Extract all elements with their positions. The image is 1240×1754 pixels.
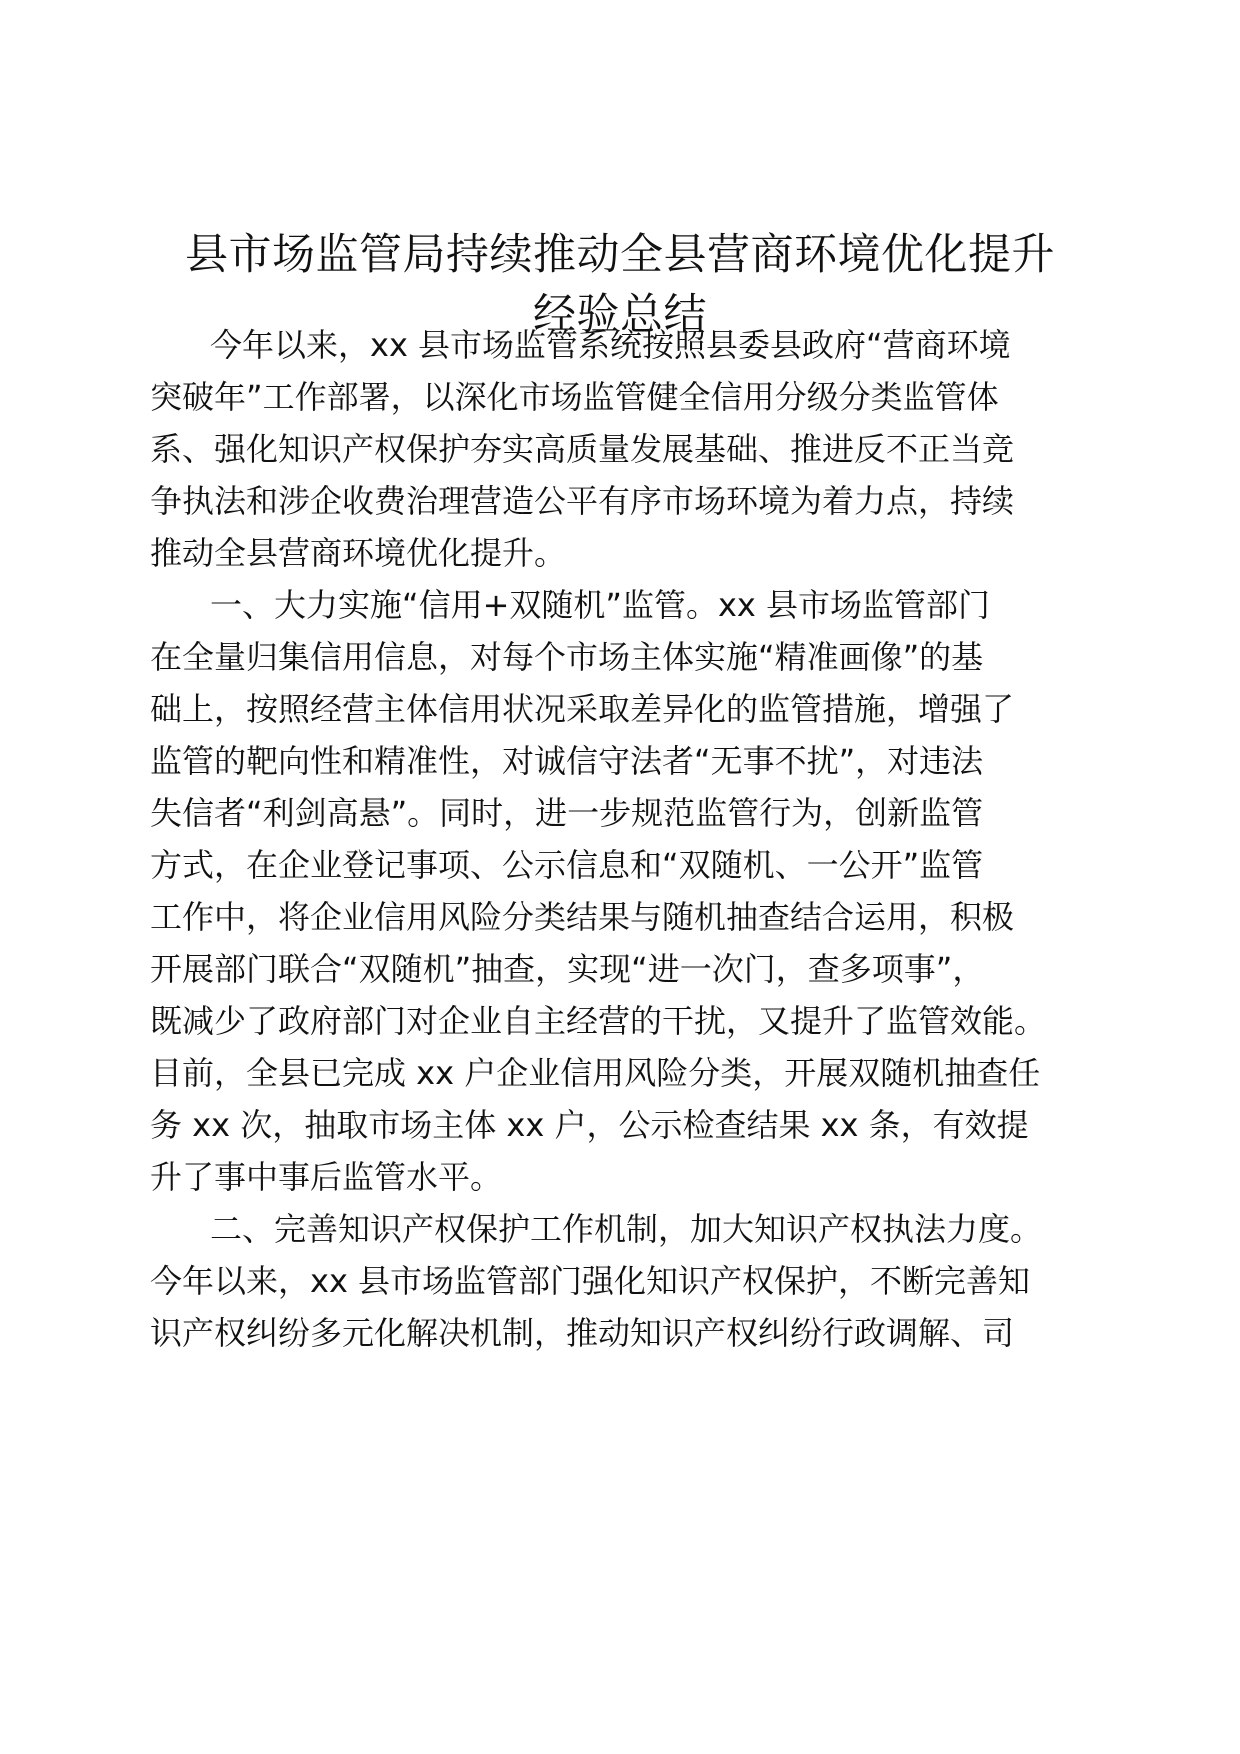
body-line: 监管的靶向性和精准性，对诚信守法者“无事不扰”，对违法 [150, 742, 984, 780]
body-line: 开展部门联合“双随机”抽查，实现“进一次门，查多项事”， [150, 950, 985, 988]
body-line: 识产权纠纷多元化解决机制，推动知识产权纠纷行政调解、司 [150, 1314, 1015, 1352]
body-line: 失信者“利剑高悬”。同时，进一步规范监管行为，创新监管 [150, 794, 984, 832]
body-line: 在全量归集信用信息，对每个市场主体实施“精准画像”的基 [150, 638, 984, 676]
body-line: 方式，在企业登记事项、公示信息和“双随机、一公开”监管 [150, 846, 984, 884]
body-line: 系、强化知识产权保护夯实高质量发展基础、推进反不正当竞 [150, 430, 1015, 468]
body-line: 争执法和涉企收费治理营造公平有序市场环境为着力点，持续 [150, 482, 1015, 520]
body-line: 础上，按照经营主体信用状况采取差异化的监管措施，增强了 [150, 690, 1015, 728]
body-line: 务 xx 次，抽取市场主体 xx 户，公示检查结果 xx 条，有效提 [150, 1106, 1029, 1144]
document-title-line-1: 县市场监管局持续推动全县营商环境优化提升 [185, 230, 1055, 280]
section-heading-line: 一、大力实施“信用+双随机”监管。xx 县市场监管部门 [210, 586, 991, 624]
body-line: 目前，全县已完成 xx 户企业信用风险分类，开展双随机抽查任 [150, 1054, 1041, 1092]
body-line: 推动全县营商环境优化提升。 [150, 534, 567, 572]
body-line: 升了事中事后监管水平。 [150, 1158, 503, 1196]
document-title-line-2: 经验总结 [533, 290, 707, 340]
body-line: 今年以来，xx 县市场监管部门强化知识产权保护，不断完善知 [150, 1262, 1031, 1300]
body-line: 既减少了政府部门对企业自主经营的干扰，又提升了监管效能。 [150, 1002, 1047, 1040]
body-line: 今年以来，xx 县市场监管系统按照县委县政府“营商环境 [210, 326, 1011, 364]
section-heading-line: 二、完善知识产权保护工作机制，加大知识产权执法力度。 [210, 1210, 1043, 1248]
body-line: 突破年”工作部署，以深化市场监管健全信用分级分类监管体 [150, 378, 999, 416]
body-line: 工作中，将企业信用风险分类结果与随机抽查结合运用，积极 [150, 898, 1015, 936]
